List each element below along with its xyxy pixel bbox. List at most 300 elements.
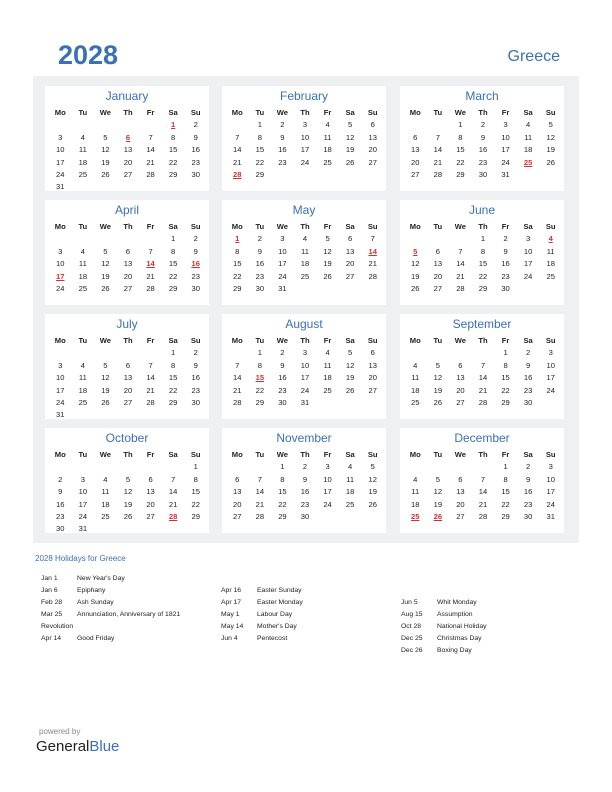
day: 17 — [523, 259, 533, 269]
day: 28 — [146, 169, 155, 179]
empty-day — [139, 233, 162, 245]
day: 11 — [411, 373, 420, 383]
holiday-date: Apr 17 — [221, 599, 242, 606]
day: 20 — [123, 157, 133, 167]
weekday-header: Mo — [54, 450, 66, 459]
day: 6 — [370, 348, 375, 358]
empty-day — [94, 347, 117, 359]
day: 19 — [101, 271, 110, 281]
weekday-header: We — [276, 108, 289, 117]
weekday-header: Su — [545, 450, 556, 459]
day: 20 — [345, 259, 355, 269]
day: 29 — [168, 397, 178, 407]
day: 5 — [370, 462, 375, 472]
weekday-header: Fr — [146, 450, 155, 459]
day: 31 — [501, 169, 510, 179]
day: 3 — [503, 120, 508, 130]
day: 18 — [411, 499, 420, 509]
day: 5 — [435, 360, 440, 370]
day: 12 — [345, 132, 355, 142]
day: 27 — [123, 397, 133, 407]
holiday-name: Good Friday — [77, 635, 115, 642]
day: 16 — [523, 487, 533, 497]
day: 15 — [501, 373, 510, 383]
holiday-name: New Year's Day — [77, 575, 125, 582]
day: 26 — [101, 397, 110, 407]
day: 18 — [78, 271, 88, 281]
day: 18 — [323, 145, 332, 155]
day: 28 — [146, 397, 155, 407]
powered-by: powered by — [39, 727, 81, 736]
month-name: August — [285, 317, 323, 331]
day: 15 — [233, 259, 242, 269]
weekday-header: Tu — [255, 450, 265, 459]
holiday-row — [401, 635, 571, 647]
day: 17 — [300, 373, 310, 383]
weekday-header: Th — [478, 450, 488, 459]
month-february — [222, 86, 386, 191]
day: 3 — [548, 462, 553, 472]
weekday-header: Su — [367, 450, 378, 459]
day: 20 — [433, 271, 443, 281]
day: 21 — [233, 157, 242, 167]
weekday-header: Sa — [168, 336, 178, 345]
holiday-name: Pentecost — [257, 635, 288, 642]
holiday-date: Jan 1 — [41, 575, 58, 582]
day: 24 — [523, 271, 533, 281]
day: 21 — [146, 271, 155, 281]
weekday-header: Fr — [501, 222, 510, 231]
day: 21 — [255, 499, 265, 509]
month-name: May — [292, 203, 316, 217]
day: 24 — [78, 511, 88, 521]
day: 25 — [323, 157, 332, 167]
weekday-header: Fr — [501, 108, 510, 117]
month-december — [400, 428, 564, 533]
weekday-header: Sa — [168, 450, 178, 459]
weekday-header: Tu — [255, 222, 265, 231]
day: 30 — [191, 283, 200, 293]
holiday-day: 14 — [368, 246, 377, 256]
day: 6 — [148, 474, 153, 484]
day: 10 — [546, 474, 555, 484]
weekday-header: Mo — [54, 222, 66, 231]
holiday-row — [41, 623, 211, 635]
day: 31 — [300, 397, 310, 407]
day: 4 — [80, 132, 85, 142]
weekday-header: Mo — [54, 108, 66, 117]
month-grid — [49, 107, 207, 194]
brand-general: General — [36, 738, 90, 755]
day: 10 — [278, 246, 287, 256]
day: 20 — [411, 157, 420, 167]
weekday-header: Sa — [523, 222, 533, 231]
calendar-year: 2028 — [58, 40, 119, 70]
weekday-header: Fr — [501, 336, 510, 345]
month-name: January — [105, 89, 149, 103]
empty-day — [226, 119, 249, 131]
holiday-row — [401, 647, 571, 659]
weekday-header: Fr — [146, 108, 155, 117]
holiday-date: Revolution — [41, 623, 74, 630]
day: 30 — [523, 511, 533, 521]
holiday-row — [41, 635, 211, 647]
day: 13 — [456, 487, 465, 497]
day: 28 — [433, 169, 443, 179]
holiday-day: 15 — [255, 373, 265, 383]
day: 26 — [123, 511, 133, 521]
day: 23 — [523, 385, 533, 395]
day: 27 — [146, 511, 155, 521]
month-may — [222, 200, 386, 305]
day: 5 — [548, 120, 553, 130]
day: 26 — [101, 169, 110, 179]
weekday-header: We — [454, 108, 467, 117]
day: 30 — [300, 511, 310, 521]
holiday-name: Easter Sunday — [257, 587, 302, 594]
day: 10 — [56, 373, 65, 383]
day: 1 — [503, 462, 508, 472]
holiday-date: Apr 14 — [41, 635, 62, 642]
day: 2 — [193, 120, 198, 130]
weekday-header: Su — [190, 450, 201, 459]
weekday-header: Mo — [409, 108, 421, 117]
day: 5 — [325, 234, 330, 244]
day: 26 — [345, 385, 355, 395]
day: 8 — [458, 132, 463, 142]
month-june — [400, 200, 564, 305]
holiday-day: 4 — [548, 234, 553, 244]
day: 27 — [233, 511, 242, 521]
day: 17 — [546, 487, 555, 497]
day: 7 — [480, 474, 486, 484]
day: 30 — [278, 397, 287, 407]
day: 29 — [501, 397, 510, 407]
day: 30 — [191, 397, 200, 407]
weekday-header: Mo — [409, 222, 421, 231]
holiday-day: 1 — [171, 120, 176, 130]
day: 6 — [458, 474, 463, 484]
day: 15 — [191, 487, 200, 497]
empty-day — [472, 461, 495, 473]
day: 23 — [300, 499, 310, 509]
day: 6 — [235, 474, 240, 484]
weekday-header: Sa — [523, 336, 533, 345]
empty-day — [94, 233, 117, 245]
day: 19 — [345, 373, 355, 383]
day: 8 — [257, 360, 262, 370]
weekday-header: Tu — [433, 222, 443, 231]
day: 19 — [433, 499, 443, 509]
weekday-header: Sa — [345, 450, 355, 459]
day: 4 — [302, 234, 308, 244]
empty-day — [449, 461, 472, 473]
day: 5 — [125, 474, 131, 484]
day: 19 — [411, 271, 420, 281]
holiday-row — [221, 611, 391, 623]
day: 23 — [191, 385, 200, 395]
weekday-header: Fr — [146, 336, 155, 345]
day: 9 — [480, 132, 486, 142]
month-april — [45, 200, 209, 305]
holiday-day: 6 — [125, 132, 131, 142]
day: 8 — [280, 474, 285, 484]
day: 18 — [101, 499, 110, 509]
day: 9 — [193, 132, 198, 142]
holiday-column — [41, 575, 211, 647]
day: 4 — [325, 348, 330, 358]
empty-day — [72, 461, 95, 473]
day: 17 — [278, 259, 287, 269]
day: 23 — [56, 511, 65, 521]
day: 24 — [56, 283, 65, 293]
day: 14 — [478, 487, 488, 497]
day: 13 — [123, 259, 133, 269]
day: 2 — [280, 348, 285, 358]
month-grid — [226, 107, 384, 181]
day: 11 — [524, 132, 533, 142]
day: 24 — [300, 385, 310, 395]
day: 1 — [171, 234, 176, 244]
weekday-header: Tu — [78, 336, 88, 345]
day: 8 — [171, 360, 176, 370]
day: 4 — [325, 120, 330, 130]
holiday-date: Apr 16 — [221, 587, 242, 594]
day: 30 — [523, 397, 533, 407]
day: 29 — [255, 397, 265, 407]
day: 23 — [501, 271, 510, 281]
month-january — [45, 86, 209, 191]
day: 18 — [78, 157, 88, 167]
weekday-header: We — [99, 108, 112, 117]
weekday-header: Th — [478, 108, 488, 117]
day: 14 — [433, 145, 443, 155]
day: 22 — [168, 157, 178, 167]
day: 29 — [168, 283, 178, 293]
holiday-day: 1 — [235, 234, 240, 244]
day: 23 — [191, 271, 200, 281]
weekday-header: Sa — [345, 108, 355, 117]
day: 7 — [148, 360, 153, 370]
day: 26 — [411, 283, 420, 293]
day: 23 — [255, 271, 265, 281]
day: 15 — [501, 487, 510, 497]
day: 3 — [526, 234, 531, 244]
day: 11 — [346, 474, 355, 484]
day: 20 — [456, 499, 465, 509]
empty-day — [449, 347, 472, 359]
day: 31 — [78, 524, 88, 534]
day: 5 — [435, 474, 440, 484]
day: 22 — [501, 499, 510, 509]
day: 9 — [58, 487, 63, 497]
day: 21 — [433, 157, 443, 167]
day: 15 — [168, 259, 178, 269]
empty-day — [117, 233, 140, 245]
day: 5 — [348, 120, 353, 130]
day: 1 — [458, 120, 463, 130]
day: 21 — [146, 157, 155, 167]
empty-day — [404, 461, 427, 473]
day: 21 — [478, 385, 488, 395]
empty-day — [72, 233, 95, 245]
day: 30 — [56, 524, 65, 534]
weekday-header: Sa — [345, 336, 355, 345]
weekday-header: Su — [367, 336, 378, 345]
day: 27 — [433, 283, 443, 293]
holiday-name: Christmas Day — [437, 635, 482, 642]
day: 21 — [168, 499, 178, 509]
weekday-header: We — [276, 450, 289, 459]
holiday-row — [41, 587, 211, 599]
day: 28 — [456, 283, 465, 293]
day: 18 — [300, 259, 310, 269]
weekday-header: Tu — [255, 336, 265, 345]
holiday-name: Annunciation, Anniversary of 1821 — [77, 611, 181, 618]
month-name: April — [114, 203, 139, 217]
day: 16 — [278, 145, 287, 155]
day: 17 — [78, 499, 88, 509]
month-grid — [404, 107, 562, 181]
holiday-date: Feb 28 — [41, 599, 63, 606]
weekday-header: Th — [123, 336, 133, 345]
day: 21 — [456, 271, 465, 281]
day: 7 — [435, 132, 440, 142]
weekday-header: Mo — [231, 108, 243, 117]
empty-day — [226, 461, 249, 473]
day: 2 — [280, 120, 285, 130]
day: 6 — [435, 246, 440, 256]
day: 12 — [345, 360, 355, 370]
day: 22 — [255, 157, 265, 167]
month-grid — [404, 335, 562, 409]
day: 29 — [501, 511, 510, 521]
day: 9 — [193, 246, 198, 256]
month-september — [400, 314, 564, 419]
day: 24 — [56, 397, 65, 407]
month-name: December — [454, 431, 510, 445]
empty-day — [162, 461, 185, 473]
weekday-header: Th — [123, 222, 133, 231]
day: 30 — [191, 169, 200, 179]
day: 30 — [501, 283, 510, 293]
day: 28 — [478, 397, 488, 407]
day: 25 — [78, 169, 88, 179]
day: 11 — [323, 360, 332, 370]
weekday-header: Mo — [54, 336, 66, 345]
day: 30 — [478, 169, 488, 179]
empty-day — [427, 347, 450, 359]
day: 2 — [302, 462, 308, 472]
day: 27 — [456, 511, 465, 521]
day: 22 — [233, 271, 242, 281]
day: 1 — [257, 120, 262, 130]
weekday-header: Mo — [231, 222, 243, 231]
day: 26 — [101, 283, 110, 293]
day: 14 — [233, 145, 242, 155]
day: 13 — [456, 373, 465, 383]
day: 2 — [503, 234, 508, 244]
day: 19 — [345, 145, 355, 155]
day: 11 — [301, 246, 309, 256]
day: 21 — [478, 499, 488, 509]
weekday-header: Th — [300, 336, 310, 345]
day: 31 — [546, 511, 555, 521]
month-november — [222, 428, 386, 533]
day: 2 — [58, 474, 63, 484]
day: 25 — [78, 283, 88, 293]
day: 9 — [503, 246, 508, 256]
weekday-header: Mo — [231, 336, 243, 345]
day: 27 — [345, 271, 355, 281]
weekday-header: Th — [123, 450, 133, 459]
day: 10 — [56, 259, 65, 269]
day: 10 — [300, 132, 310, 142]
weekday-header: Sa — [168, 222, 178, 231]
day: 3 — [80, 474, 85, 484]
day: 25 — [546, 271, 555, 281]
empty-day — [404, 233, 427, 245]
day: 16 — [300, 487, 310, 497]
day: 7 — [370, 234, 375, 244]
day: 8 — [171, 246, 176, 256]
month-august — [222, 314, 386, 419]
day: 24 — [546, 385, 555, 395]
day: 8 — [503, 360, 508, 370]
day: 16 — [523, 373, 533, 383]
day: 15 — [278, 487, 287, 497]
day: 17 — [300, 145, 310, 155]
day: 26 — [323, 271, 332, 281]
weekday-header: Th — [478, 222, 488, 231]
empty-day — [249, 461, 272, 473]
weekday-header: Th — [300, 450, 310, 459]
day: 11 — [78, 259, 87, 269]
empty-day — [427, 461, 450, 473]
day: 13 — [433, 259, 443, 269]
day: 9 — [526, 474, 531, 484]
weekday-header: Th — [123, 108, 133, 117]
day: 6 — [370, 120, 375, 130]
holiday-date: May 14 — [221, 623, 244, 630]
day: 4 — [80, 360, 85, 370]
day: 14 — [233, 373, 242, 383]
day: 19 — [101, 385, 110, 395]
generalblue-logo[interactable] — [36, 738, 119, 755]
day: 11 — [546, 246, 555, 256]
weekday-header: Su — [545, 336, 556, 345]
day: 25 — [323, 385, 332, 395]
day: 29 — [168, 169, 178, 179]
empty-day — [404, 119, 427, 131]
day: 8 — [503, 474, 508, 484]
weekday-header: Fr — [323, 108, 332, 117]
day: 13 — [123, 373, 133, 383]
day: 12 — [433, 487, 443, 497]
day: 11 — [323, 132, 332, 142]
day: 3 — [302, 348, 308, 358]
weekday-header: Fr — [323, 222, 332, 231]
month-march — [400, 86, 564, 191]
day: 18 — [523, 145, 533, 155]
day: 6 — [458, 360, 463, 370]
weekday-header: We — [454, 222, 467, 231]
month-grid — [404, 221, 562, 295]
holiday-date: Jun 4 — [221, 635, 238, 642]
month-name: February — [279, 89, 329, 103]
month-july — [45, 314, 209, 419]
day: 22 — [168, 271, 178, 281]
